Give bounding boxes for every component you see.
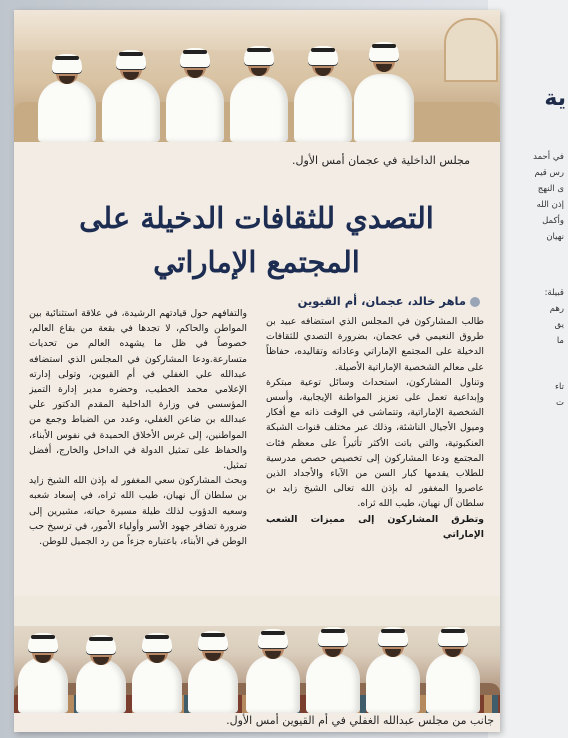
adjacent-line: نهيان xyxy=(546,232,564,242)
article-column-left xyxy=(29,306,247,584)
article-column-right xyxy=(266,314,484,592)
adjacent-line: تاء xyxy=(555,382,564,392)
article-title-line2: المجتمع الإماراتي xyxy=(153,245,360,279)
adjacent-line: وأكمل xyxy=(542,216,564,226)
adjacent-page xyxy=(488,0,568,738)
article-paragraph: وتطرق المشاركون إلى مميزات الشعب الإماراتي xyxy=(266,513,484,540)
article-paragraph: طالب المشاركون في المجلس الذي استضافه عبيد بن طروق النعيمي في عجمان، بضرورة التصدي للثقافات الدخيلة على المجتمع الإماراتي وعاداته وتقاليده، حفاظاً على معالم الشخصية الإماراتية الأصيلة. xyxy=(266,316,484,373)
adjacent-line: رهم xyxy=(549,304,564,314)
bottom-photo xyxy=(14,596,500,713)
adjacent-line: في أحمد xyxy=(533,152,564,162)
article-paragraph: وتناول المشاركون، استحداث وسائل توعية مبتكرة وإبداعية تعمل على تعزيز المواطنة الإيجابية، وأسس الشخصية الإماراتية، وتتماشى في الوقت ذاته مع أفكار وميول الأجيال الناشئة، وذلك عبر مختلف قنوات الشبكة العنكبوتية، والتي باتت الأكثر تأثيراً على معظم فئات المجتمع ودعا المشاركون إلى تخصيص حصص مدرسية للطلاب يقدمها كبار السن من الآباء والأجداد الذين عاصروا المغفور له بإذن الله تعالى الشيخ زايد بن سلطان آل نهيان، طيب الله ثراه. xyxy=(266,376,484,510)
top-photo xyxy=(14,10,500,142)
adjacent-line: رس قيم xyxy=(534,168,564,178)
byline xyxy=(280,294,480,312)
article-paragraph: وبحث المشاركون سعي المغفور له بإذن الله الشيخ زايد بن سلطان آل نهيان، طيب الله ثراه، في إسعاد شعبه وسعيه الدؤوب لذلك طيلة مسيرة حياته، مشيرين إلى ضرورة تضافر جهود الأسر وأولياء الأمور، في ترسيخ حب الوطن في الأبناء، باعتباره جزءاً من رد الجميل للوطن. xyxy=(29,475,247,548)
adjacent-line: ما xyxy=(556,336,564,346)
adjacent-line: إذن الله xyxy=(536,200,564,210)
reporter-icon xyxy=(470,297,480,307)
adjacent-line: ت xyxy=(555,398,564,408)
adjacent-line: ى النهج xyxy=(537,184,564,194)
adjacent-line: قبيلة: xyxy=(544,288,564,298)
adjacent-line: يق xyxy=(554,320,564,330)
adjacent-headline: ية xyxy=(544,86,566,111)
article-paragraph: والتفافهم حول قيادتهم الرشيدة، في علاقة استثنائية بين المواطن والحاكم، لا تجدها في بقعة من بقاع العالم، خصوصاً في ظل ما يشهده العالم من تحديات متسارعة.ودعا المشاركون في المجلس الذي استضافه عبدالله علي الغفلي في أم القيوين، وتولى إدارته الإعلامي محمد الخطيب، وحضره مدير إدارة التميز المؤسسي في وزارة الداخلية المقدم الدكتور علي عبدالله بن ضاعن الغفلي، وعدد من الضباط وجمع من المواطنين، إلى غرس الأخلاق الحميدة في نفوس الأبناء، والحفاظ على تمثيل الدولة في الداخل والخارج، أفضل تمثيل. xyxy=(29,308,247,472)
article-title-line1: التصدي للثقافات الدخيلة على xyxy=(79,201,434,235)
byline-text: ماهر خالد، عجمان، أم القيوين xyxy=(297,294,466,308)
bottom-photo-caption: جانب من مجلس عبدالله الغفلي في أم القيوين أمس الأول. xyxy=(226,714,494,727)
top-photo-caption: مجلس الداخلية في عجمان أمس الأول. xyxy=(291,154,470,167)
newspaper-clipping xyxy=(14,10,500,732)
